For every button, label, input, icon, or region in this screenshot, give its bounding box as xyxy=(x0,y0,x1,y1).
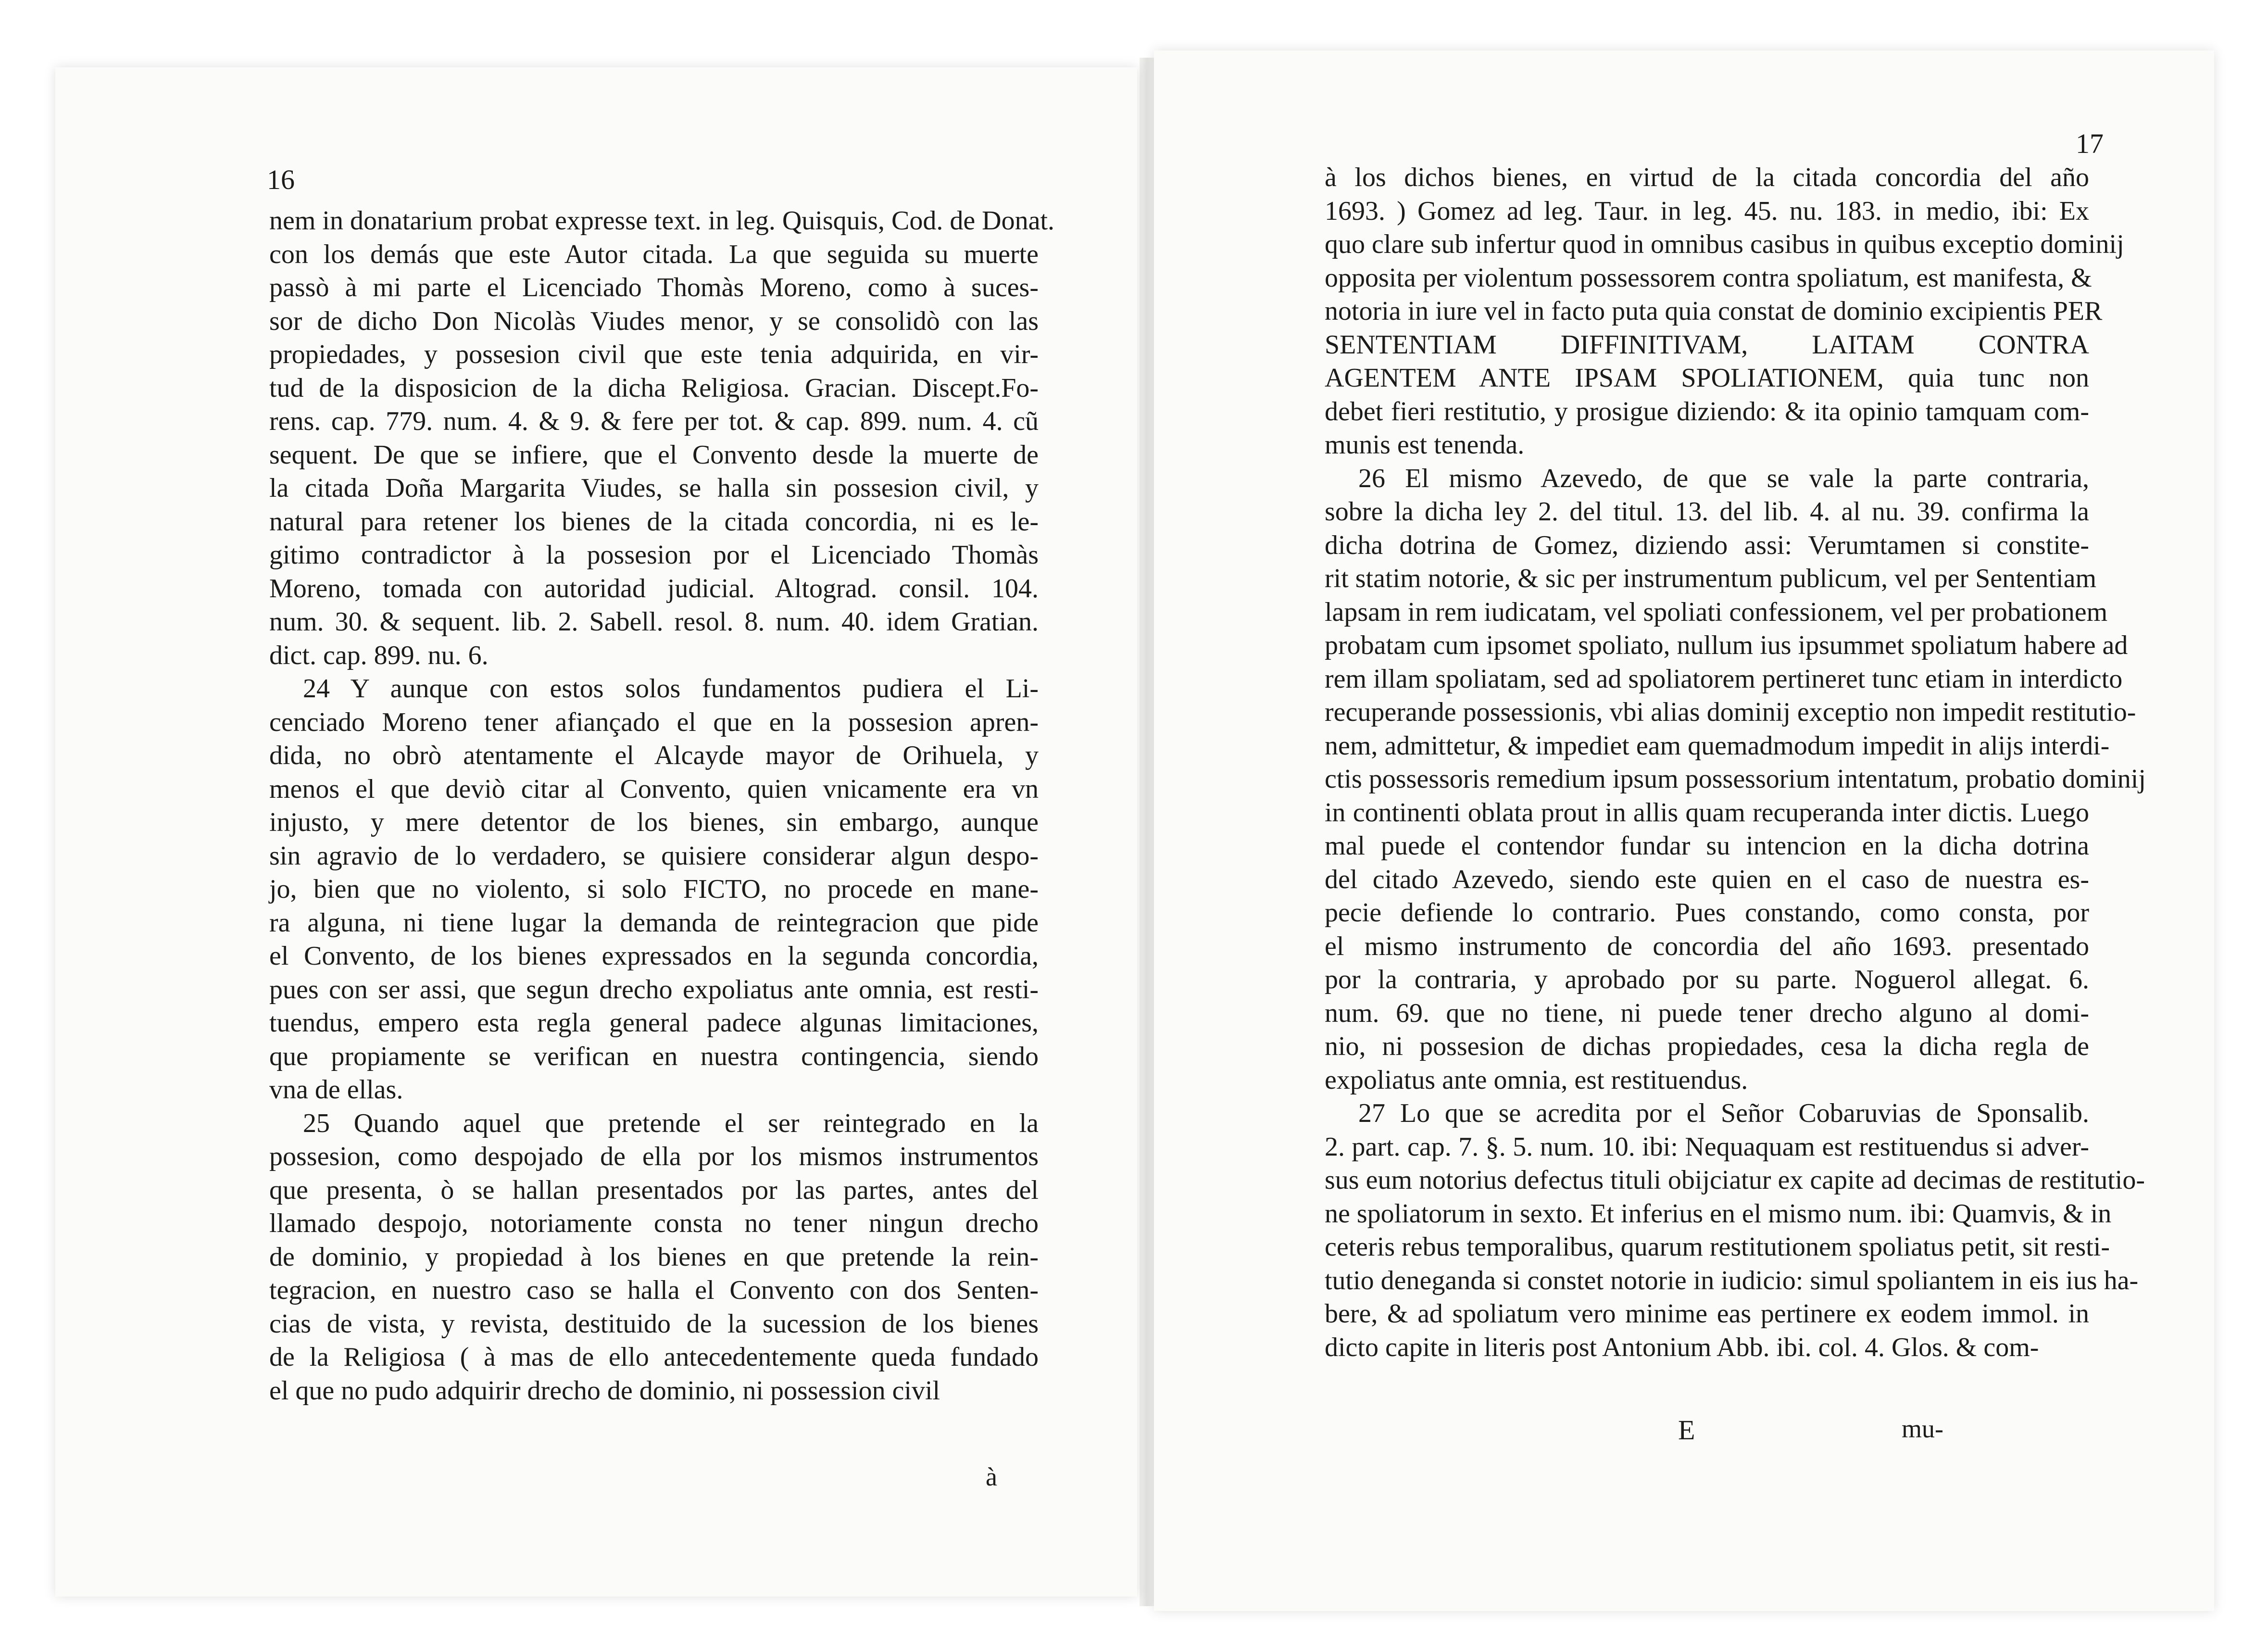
text-line: nio, ni possesion de dichas propiedades, cesa la dicha regla de xyxy=(1325,1032,2089,1061)
right-page-text xyxy=(1325,161,2146,1364)
text-line: num. 30. & sequent. lib. 2. Sabell. resol. 8. num. 40. idem Gratian. xyxy=(269,607,1039,637)
text-line: de la Religiosa ( à mas de ello antecedentemente queda fundado xyxy=(269,1342,1039,1372)
text-line: tud de la disposicion de la dicha Religiosa. Gracian. Discept.Fo- xyxy=(269,373,1039,403)
text-line: 1693. ) Gomez ad leg. Taur. in leg. 45. nu. 183. in medio, ibi: Ex xyxy=(1325,196,2089,226)
text-line: bere, & ad spoliatum vero minime eas pertinere ex eodem immol. in xyxy=(1325,1299,2089,1329)
text-line: 27 Lo que se acredita por el Señor Cobaruvias de Sponsalib. xyxy=(1358,1098,2089,1128)
text-line: munis est tenenda. xyxy=(1325,430,1525,460)
book-gutter xyxy=(1140,58,1154,1606)
text-line: ra alguna, ni tiene lugar la demanda de reintegracion que pide xyxy=(269,907,1039,938)
text-line: AGENTEM ANTE IPSAM SPOLIATIONEM, quia tunc non xyxy=(1325,363,2089,393)
text-line: sequent. De que se infiere, que el Convento desde la muerte de xyxy=(269,440,1039,470)
text-line: 2. part. cap. 7. §. 5. num. 10. ibi: Nequaquam est restituendus si adver- xyxy=(1325,1132,2089,1162)
text-line: jo, bien que no violento, si solo FICTO, no procede en mane- xyxy=(269,874,1039,904)
text-line: dicto capite in literis post Antonium Abb. ibi. col. 4. Glos. & com- xyxy=(1325,1332,2039,1362)
text-line: nem, admittetur, & impediet eam quemadmodum impedit in alijs interdi- xyxy=(1325,730,2110,761)
text-line: sus eum notorius defectus tituli obijciatur ex capite ad decimas de restitutio- xyxy=(1325,1165,2145,1195)
left-page xyxy=(55,67,1137,1597)
text-line: propiedades, y possesion civil que este tenia adquirida, en vir- xyxy=(269,340,1039,369)
text-line: pecie defiende lo contrario. Pues constando, como consta, por xyxy=(1325,898,2089,928)
text-line: nem in donatarium probat expresse text. in leg. Quisquis, Cod. de Donat. xyxy=(269,206,1055,236)
text-line: quo clare sub infertur quod in omnibus casibus in quibus exceptio dominij xyxy=(1325,229,2124,259)
text-line: Moreno, tomada con autoridad judicial. Altograd. consil. 104. xyxy=(269,573,1039,604)
signature-mark: E xyxy=(1678,1414,1695,1446)
text-line: vna de ellas. xyxy=(269,1075,403,1105)
text-line: 25 Quando aquel que pretende el ser reintegrado en la xyxy=(303,1108,1039,1138)
text-line: recuperande possessionis, vbi alias dominij exceptio non impedit restitutio- xyxy=(1325,697,2136,727)
text-line: dict. cap. 899. nu. 6. xyxy=(269,640,489,670)
text-line: expoliatus ante omnia, est restituendus. xyxy=(1325,1065,1748,1095)
right-page xyxy=(1154,50,2214,1611)
text-line: rit statim notorie, & sic per instrumentum publicum, vel per Sententiam xyxy=(1325,564,2097,593)
text-line: dicha dotrina de Gomez, diziendo assi: Verumtamen si constite- xyxy=(1325,530,2089,560)
text-line: ctis possessoris remedium ipsum possessorium intentatum, probatio dominij xyxy=(1325,764,2146,794)
text-line: del citado Azevedo, siendo este quien en el caso de nuestra es- xyxy=(1325,864,2089,894)
text-line: sin agravio de lo verdadero, se quisiere considerar algun despo- xyxy=(269,841,1039,871)
text-line: injusto, y mere detentor de los bienes, sin embargo, aunque xyxy=(269,807,1039,837)
text-line: à los dichos bienes, en virtud de la citada concordia del año xyxy=(1325,163,2089,192)
text-line: tegracion, en nuestro caso se halla el Convento con dos Senten- xyxy=(269,1275,1039,1305)
text-line: menos el que deviò citar al Convento, quien vnicamente era vn xyxy=(269,774,1039,804)
text-line: 26 El mismo Azevedo, de que se vale la parte contraria, xyxy=(1358,463,2089,493)
text-line: cias de vista, y revista, destituido de la sucession de los bienes xyxy=(269,1308,1039,1339)
right-catchword: mu- xyxy=(1902,1414,1943,1443)
left-catchword: à xyxy=(986,1462,997,1491)
text-line: que propiamente se verifican en nuestra contingencia, siendo xyxy=(269,1041,1039,1071)
text-line: gitimo contradictor à la possesion por el Licenciado Thomàs xyxy=(269,540,1039,570)
text-line: la citada Doña Margarita Viudes, se halla sin possesion civil, y xyxy=(269,473,1039,503)
text-line: pues con ser assi, que segun drecho expoliatus ante omnia, est resti- xyxy=(269,974,1039,1005)
left-page-number: 16 xyxy=(267,164,295,195)
text-line: passò à mi parte el Licenciado Thomàs Moreno, como à suces- xyxy=(269,273,1039,302)
right-page-number: 17 xyxy=(2076,128,2104,159)
text-line: el mismo instrumento de concordia del año 1693. presentado xyxy=(1325,931,2089,961)
text-line: dida, no obrò atentamente el Alcayde mayor de Orihuela, y xyxy=(269,741,1039,770)
text-line: probatam cum ipsomet spoliato, nullum ius ipsummet spoliatum habere ad xyxy=(1325,630,2128,660)
text-line: possesion, como despojado de ella por los mismos instrumentos xyxy=(269,1142,1039,1171)
text-line: tuendus, empero esta regla general padece algunas limitaciones, xyxy=(269,1008,1039,1038)
text-line: llamado despojo, notoriamente consta no tener ningun drecho xyxy=(269,1208,1039,1238)
text-line: 24 Y aunque con estos solos fundamentos pudiera el Li- xyxy=(303,674,1039,704)
text-line: con los demás que este Autor citada. La que seguida su muerte xyxy=(269,239,1039,269)
text-line: sobre la dicha ley 2. del titul. 13. del lib. 4. al nu. 39. confirma la xyxy=(1325,497,2089,527)
text-line: lapsam in rem iudicatam, vel spoliati confessionem, vel per probationem xyxy=(1325,597,2108,627)
left-page-text xyxy=(269,204,1055,1408)
text-line: debet fieri restitutio, y prosigue diziendo: & ita opinio tamquam com- xyxy=(1325,396,2089,427)
text-line: mal puede el contendor fundar su intencion en la dicha dotrina xyxy=(1325,831,2089,861)
text-line: el que no pudo adquirir drecho de dominio, ni possession civil xyxy=(269,1375,940,1406)
text-line: por la contraria, y aprobado por su parte. Noguerol allegat. 6. xyxy=(1325,965,2089,994)
text-line: opposita per violentum possessorem contra spoliatum, est manifesta, & xyxy=(1325,263,2092,293)
text-line: cenciado Moreno tener afiançado el que en la possesion apren- xyxy=(269,707,1039,737)
text-line: num. 69. que no tiene, ni puede tener drecho alguno al domi- xyxy=(1325,998,2089,1028)
text-line: ne spoliatorum in sexto. Et inferius en el mismo num. ibi: Quamvis, & in xyxy=(1325,1198,2112,1229)
text-line: rens. cap. 779. num. 4. & 9. & fere per tot. & cap. 899. num. 4. cũ xyxy=(269,406,1039,436)
text-line: notoria in iure vel in facto puta quia constat de dominio excipientis PER xyxy=(1325,296,2103,326)
text-line: tutio deneganda si constet notorie in iudicio: simul spoliantem in eis ius ha- xyxy=(1325,1265,2139,1296)
text-line: SENTENTIAM DIFFINITIVAM, LAITAM CONTRA xyxy=(1325,329,2089,360)
text-line: in continenti oblata prout in allis quam recuperanda inter dictis. Luego xyxy=(1325,797,2089,828)
text-line: natural para retener los bienes de la citada concordia, ni es le- xyxy=(269,506,1039,537)
text-line: sor de dicho Don Nicolàs Viudes menor, y se consolidò con las xyxy=(269,306,1039,336)
text-line: de dominio, y propiedad à los bienes en que pretende la rein- xyxy=(269,1242,1039,1272)
text-line: rem illam spoliatam, sed ad spoliatorem pertineret tunc etiam in interdicto xyxy=(1325,664,2123,694)
text-line: el Convento, de los bienes expressados en la segunda concordia, xyxy=(269,941,1039,971)
text-line: ceteris rebus temporalibus, quarum restitutionem spoliatus petit, sit resti- xyxy=(1325,1232,2110,1262)
text-line: que presenta, ò se hallan presentados por las partes, antes del xyxy=(269,1175,1039,1205)
